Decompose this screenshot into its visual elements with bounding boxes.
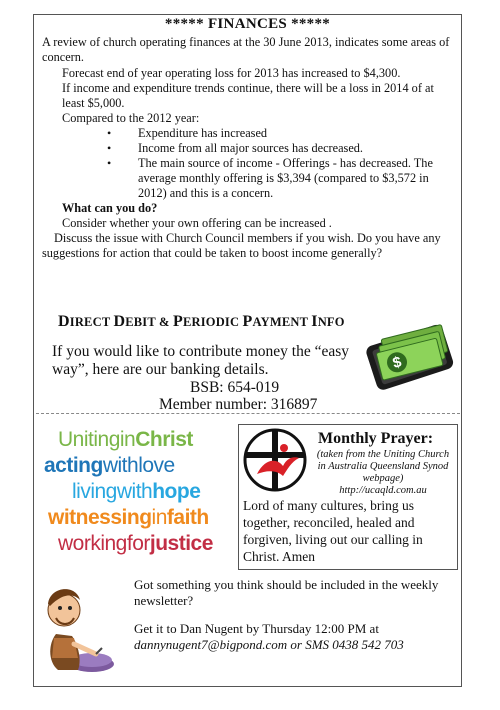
banking-line1: If you would like to contribute money the “easy	[52, 343, 350, 360]
discuss-text: Discuss the issue with Church Council members if you wish. Do you have any suggestions for action that could be taken to boost income generally?	[42, 231, 441, 260]
banking-line2: way”, here are our banking details.	[52, 361, 269, 378]
uniting-church-logo	[243, 428, 307, 492]
value-working-for-justice: workingforjustice	[58, 532, 213, 555]
value-uniting-in-christ: UnitinginChrist	[58, 428, 193, 451]
bullet-dot: •	[107, 156, 112, 170]
prayer-title: Monthly Prayer:	[318, 430, 434, 447]
compared-text: Compared to the 2012 year:	[62, 111, 200, 125]
phone-money-icon	[364, 318, 458, 398]
values-wordcloud	[44, 428, 238, 556]
bullet-dot: •	[107, 126, 112, 140]
value-witnessing-in-faith: witnessinginfaith	[48, 506, 209, 529]
bullet-item-expenditure: Expenditure has increased	[138, 126, 268, 140]
forecast-text: Forecast end of year operating loss for 2013 has increased to $4,300.	[62, 66, 401, 80]
bullet-item-offerings: The main source of income - Offerings - has decreased. The average monthly offering is $3,394 (compared to $3,572 in 2012) and this is a concern.	[138, 156, 433, 200]
value-acting-with-love: actingwithlove	[44, 454, 175, 477]
newsletter-prompt: Got something you think should be included in the weekly newsletter?	[134, 577, 439, 608]
caveman-writing-icon	[38, 574, 122, 678]
direct-debit-title: DIRECT DEBIT & PERIODIC PAYMENT INFO	[58, 313, 345, 330]
finances-intro: A review of church operating finances at the 30 June 2013, indicates some areas of concern.	[42, 35, 450, 64]
prayer-url[interactable]: http://ucaqld.com.au	[339, 485, 427, 496]
consider-text: Consider whether your own offering can be increased .	[62, 216, 332, 230]
newsletter-instructions: Get it to Dan Nugent by Thursday 12:00 PM at	[134, 621, 379, 636]
bullet-item-income: Income from all major sources has decreased.	[138, 141, 364, 155]
prayer-source: (taken from the Uniting Church in Australia Queensland Synod webpage)	[316, 449, 450, 484]
bullet-dot: •	[107, 141, 112, 155]
svg-text:$: $	[391, 353, 404, 373]
prayer-text: Lord of many cultures, bring us together, reconciled, healed and forgiven, living out our calling in Christ. Amen	[243, 498, 423, 564]
newsletter-contact[interactable]: dannynugent7@bigpond.com or SMS 0438 542 703	[134, 637, 404, 652]
member-number: Member number: 316897	[159, 396, 318, 413]
bsb-number: BSB: 654-019	[190, 379, 280, 396]
finances-title: ***** FINANCES *****	[164, 16, 331, 32]
section-divider	[36, 413, 460, 414]
trend-text: If income and expenditure trends continue, there will be a loss in 2014 of at least $5,000.	[62, 81, 434, 110]
value-living-with-hope: livingwithhope	[72, 480, 201, 503]
what-can-you-do-heading: What can you do?	[62, 201, 158, 215]
